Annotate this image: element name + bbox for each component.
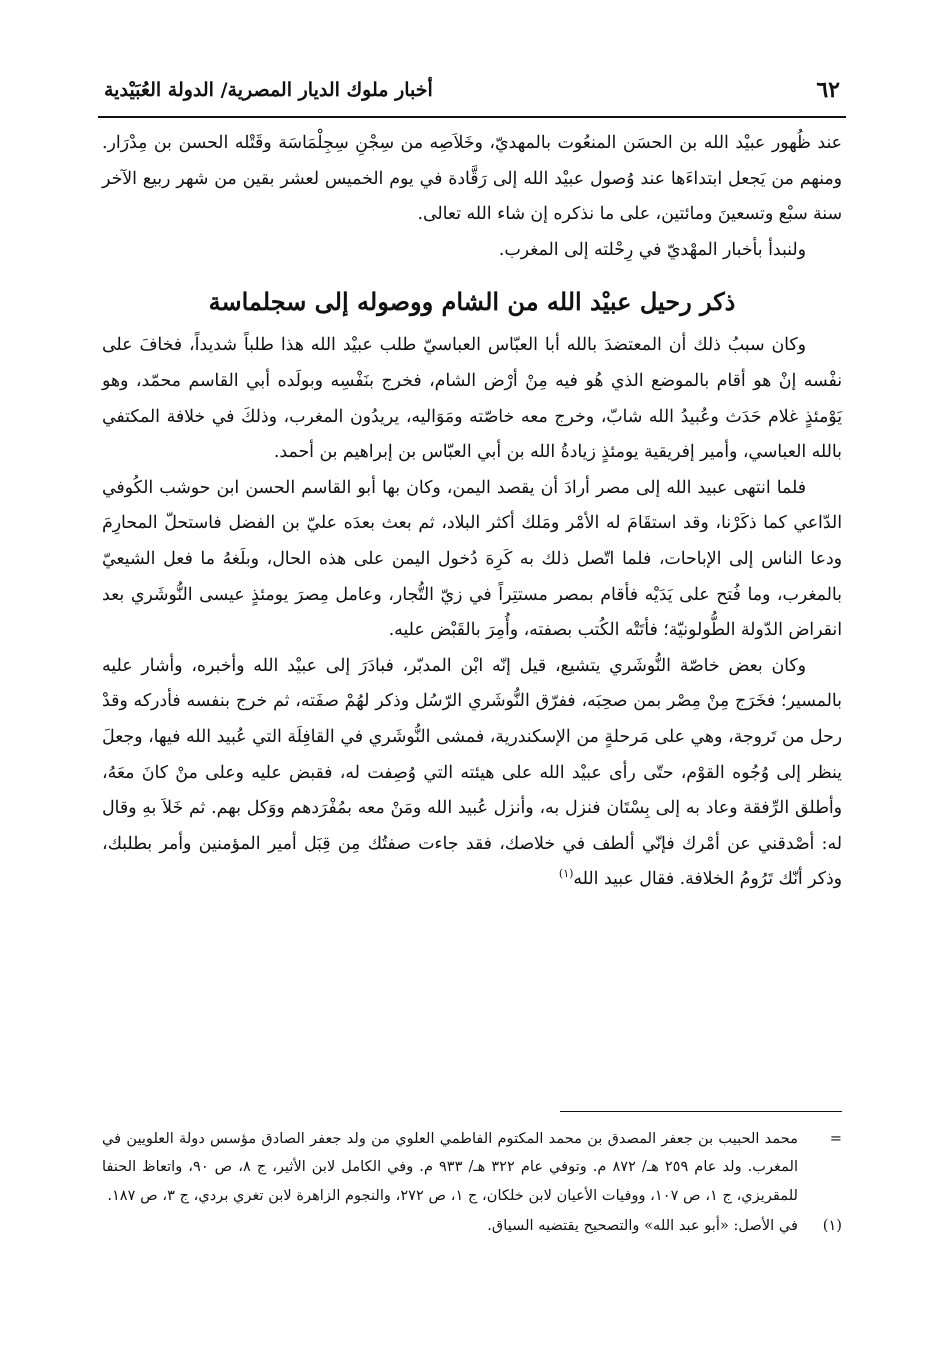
paragraph-3: وكان سببُ ذلك أن المعتضدَ بالله أبا العبّاس العباسيّ طلب عبيْد الله هذا طلباً شديداً، فخافَ على نفْسه إنْ هو أقام بالموضع الذي هُو فيه مِنْ أرْض الشام، فخرج بنَفْسِه وبولَده أبي القاسم محمّد، وهو يَوْمئذٍ غلام حَدَث وعُبيدُ الله شابّ، وخرج معه خاصّته ومَوَاليه، يريدُون المغرب، وذلكَ في خلافة المكتفي بالله العباسي، وأمير إفريقية يومئذٍ زيادةُ الله بن أبي العبّاس بن إبراهيم بن أحمد. (102, 335, 842, 463)
page-header (104, 68, 840, 112)
footnote-text: محمد الحبيب بن جعفر المصدق بن محمد المكتوم الفاطمي العلوي من ولد جعفر الصادق مؤسس دولة العلويين في المغرب. ولد عام ٢٥٩ هـ/ ٨٧٢ م. وتوفي عام ٣٢٢ هـ/ ٩٣٣ م. وفي الكامل لابن الأثير، ج ٨، ص ٩٠، واتعاظ الحنفا للمقريزي، ج ١، ص ١٠٧، ووفيات الأعيان لابن خلكان، ج ١، ص ٢٧٢، والنجوم الزاهرة لابن تغري بردي، ج ٣، ص ١٨٧. (102, 1130, 799, 1204)
footnote-reference: (١) (558, 867, 574, 881)
paragraph-4: فلما انتهى عبيد الله إلى مصر أرادَ أن يقصد اليمن، وكان بها أبو القاسم الحسن ابن حوشب الكُوفي الدّاعي كما ذكَرْنا، وقد استقَامَ له الأمْر ومَلك أكثر البلاد، ثم بعث بعدَه عليّ بن الفضل فاستحلّ المحارِمَ ودعا الناس إلى الإباحات، فلما اتّصل ذلك به كَرِهَ دُخول اليمن على هذه الحال، وبلَغهُ ما فعل الشيعيّ بالمغرب، وما فُتح على يَدَيْه فأقام بمصر مستتِراً في زيّ التُّجار، وعامل مِصرَ يومئذٍ عيسى النُّوشَري بعد انقراض الدّولة الطُّولونيّة؛ فأتَتْه الكُتب بصفته، وأُمِرَ بالقَبْض عليه. (102, 477, 842, 641)
paragraph-5 (102, 649, 842, 898)
main-text (102, 126, 842, 898)
section-heading: ذكر رحيل عبيْد الله من الشام ووصوله إلى سجلماسة (208, 287, 736, 317)
footnote-1 (102, 1212, 842, 1240)
paragraph-1: عند ظُهور عبيْد الله بن الحسَن المنعُوت بالمهديّ، وخَلاَصِه من سِجْنِ سِجِلْمَاسَة وقَتْله الحسن بن مِدْرَار. ومنهم من يَجعل ابتداءَها عند وُصول عبيْد الله إلى رَقَّادة في يوم الخميس لعشر بقين من شهر ربيع الآخر سنة سبْع وتسعينَ ومائتين، على ما نذكره إن شاء الله تعالى. (102, 133, 842, 225)
footnote-marker: = (829, 1130, 842, 1147)
header-rule (98, 116, 846, 118)
paragraph-2: ولنبدأ بأخبار المهْديّ في رِحْلته إلى المغرب. (498, 239, 806, 260)
footnote-rule (560, 1111, 842, 1112)
footnotes (102, 1125, 842, 1240)
footnote-text: في الأصل: «أبو عبد الله» والتصحيح يقتضيه السياق. (487, 1216, 798, 1234)
page-number: ٦٢ (816, 77, 840, 103)
running-title: أخبار ملوك الديار المصرية/ الدولة العُبَيْدية (104, 79, 433, 101)
paragraph-5-text: وكان بعض خاصّة النُّوشَري يتشيع، قيل إنّه ابْن المدبّر، فبادَرَ إلى عبيْد الله وأخبره، وأشار عليه بالمسير؛ فخَرَج مِنْ مِصْر بمن صحِبَه، ففرّق النُّوشَري الرّسُل وذكر لهُمْ صفَته، ثم خرج بنفسه فأدركه وقدْ رحل من تَروجة، وهي على مَرحلةٍ من الإسكندرية، فمشى النُّوشَري في القافِلَة التي عُبيد الله فيها، وجعلَ ينظر إلى وُجُوه القوْم، حتّى رأى عبيْد الله على هيئته التي وُصِفت له، فقبض عليه وعلى منْ كانَ معَهُ، وأطلق الرِّفقة وعاد به إلى بِسْتَان فنزل به، وأنزل عُبيد الله ومَنْ معه بمُفْرَدهم ووَكل بهم. ثم خَلاَ بهِ وقال له: أصْدقني عن أمْرك فإنّي ألطف في خلاصك، فقد جاءت صفتُك مِن قِبَل أمير المؤمنين وأمر بطلبك، وذكر أنّك تَرُومُ الخلافة. فقال عبيد الله (102, 655, 842, 890)
footnote-continuation (102, 1125, 842, 1210)
footnote-marker: (١) (822, 1216, 842, 1234)
